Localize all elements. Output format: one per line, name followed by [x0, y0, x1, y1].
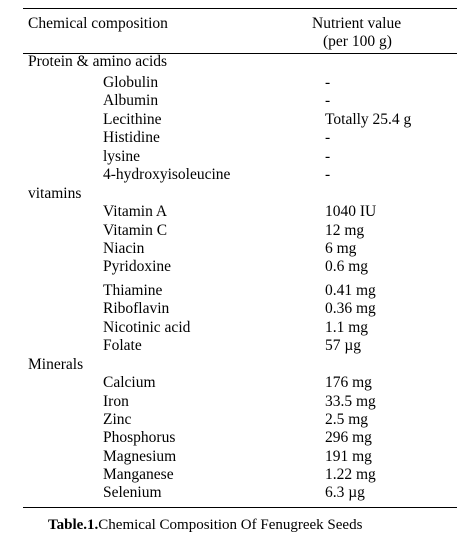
row-value: 1.22 mg — [325, 466, 376, 483]
row-name: Riboflavin — [103, 300, 170, 317]
column-header-nutrient-value — [312, 15, 401, 51]
row-value: 191 mg — [325, 448, 372, 465]
composition-table — [23, 8, 457, 508]
row-value: 1040 IU — [325, 203, 377, 220]
row-value: 0.6 mg — [325, 258, 369, 275]
row-name: lysine — [103, 148, 141, 165]
column-header-nutrient-line1: Nutrient value — [312, 15, 402, 32]
row-value: - — [325, 129, 331, 146]
row-value: Totally 25.4 g — [325, 111, 412, 128]
section-title: Minerals — [28, 356, 84, 373]
row-name: Iron — [103, 393, 129, 410]
table-caption — [48, 516, 362, 534]
row-value: - — [325, 166, 331, 183]
row-name: Zinc — [103, 411, 132, 428]
row-name: Phosphorus — [103, 429, 176, 446]
row-name: Albumin — [103, 92, 159, 109]
section-title: vitamins — [28, 185, 82, 202]
row-value: 0.36 mg — [325, 300, 376, 317]
row-name: 4-hydroxyisoleucine — [103, 166, 231, 183]
caption-label: Table.1. — [48, 517, 99, 533]
row-value: 296 mg — [325, 429, 372, 446]
section-title: Protein & amino acids — [28, 53, 168, 70]
row-name: Niacin — [103, 240, 145, 257]
row-name: Magnesium — [103, 448, 177, 465]
row-value: 6.3 µg — [325, 484, 365, 501]
row-name: Vitamin A — [103, 203, 168, 220]
row-value: 33.5 mg — [325, 393, 376, 410]
column-header-composition: Chemical composition — [28, 15, 168, 32]
row-value: 12 mg — [325, 222, 365, 239]
row-name: Globulin — [103, 74, 159, 91]
row-name: Nicotinic acid — [103, 319, 191, 336]
column-header-nutrient-line2: (per 100 g) — [323, 33, 392, 50]
row-value: 0.41 mg — [325, 282, 376, 299]
row-value: - — [325, 74, 331, 91]
row-name: Selenium — [103, 484, 162, 501]
row-name: Vitamin C — [103, 222, 168, 239]
row-value: 176 mg — [325, 374, 372, 391]
row-value: - — [325, 148, 331, 165]
row-value: 2.5 mg — [325, 411, 369, 428]
row-name: Folate — [103, 337, 142, 354]
row-value: 6 mg — [325, 240, 357, 257]
row-name: Manganese — [103, 466, 174, 483]
row-value: 57 µg — [325, 337, 362, 354]
row-name: Lecithine — [103, 111, 162, 128]
row-name: Thiamine — [103, 282, 163, 299]
row-name: Pyridoxine — [103, 258, 172, 275]
row-name: Calcium — [103, 374, 156, 391]
row-value: - — [325, 92, 331, 109]
row-name: Histidine — [103, 129, 160, 146]
row-value: 1.1 mg — [325, 319, 369, 336]
caption-text: Chemical Composition Of Fenugreek Seeds — [98, 517, 363, 533]
